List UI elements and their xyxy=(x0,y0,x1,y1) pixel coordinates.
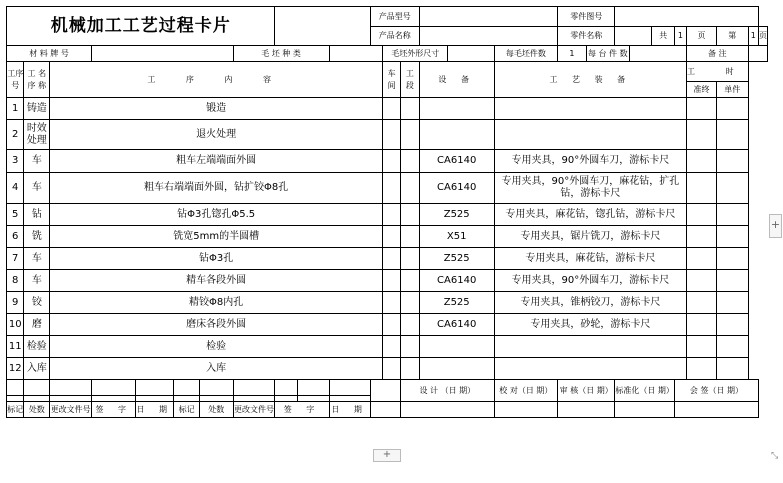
rev-mark: 标记 xyxy=(7,402,24,418)
rev-sign: 签 字 xyxy=(92,402,136,418)
col-section-line2: 段 xyxy=(405,80,414,90)
op-no: 2 xyxy=(7,120,24,150)
table-row xyxy=(7,120,768,150)
op-tooling: 专用夹具，90°外圆车刀，麻花钻，扩孔钻，游标卡尺 xyxy=(494,173,686,204)
op-tooling xyxy=(494,120,686,150)
add-column-button[interactable]: + xyxy=(769,214,782,238)
rev-mark-2: 标记 xyxy=(174,402,200,418)
col-tooling: 工 艺 装 备 xyxy=(494,62,686,98)
pieces-per-blank-label: 每毛坯件数 xyxy=(494,46,557,62)
op-no: 1 xyxy=(7,98,24,120)
part-name-label: 零件名称 xyxy=(558,27,615,46)
product-model-value[interactable] xyxy=(419,7,557,27)
op-no: 6 xyxy=(7,226,24,248)
op-content: 钻Φ3孔 xyxy=(50,248,383,270)
remarks-label: 备 注 xyxy=(687,46,749,62)
op-equipment: CA6140 xyxy=(419,270,494,292)
op-tooling: 专用夹具，砂轮，游标卡尺 xyxy=(494,314,686,336)
op-name: 车 xyxy=(24,248,50,270)
op-equipment: CA6140 xyxy=(419,173,494,204)
col-prep: 准终 xyxy=(687,82,717,98)
op-equipment: X51 xyxy=(419,226,494,248)
op-equipment xyxy=(419,98,494,120)
blank-type-label: 毛 坯 种 类 xyxy=(233,46,329,62)
rev-change-doc: 更改文件号 xyxy=(50,402,92,418)
blank-type-value[interactable] xyxy=(329,46,383,62)
op-content: 钻Φ3孔锪孔Φ5.5 xyxy=(50,204,383,226)
col-workshop-line1: 车 xyxy=(387,68,396,78)
col-hours: 工 时 xyxy=(687,62,749,82)
table-row xyxy=(7,270,768,292)
op-no: 12 xyxy=(7,358,24,380)
op-equipment: Z525 xyxy=(419,204,494,226)
op-tooling xyxy=(494,336,686,358)
table-row xyxy=(7,358,768,380)
col-section xyxy=(401,62,420,98)
op-name: 车 xyxy=(24,150,50,173)
add-row-button[interactable]: + xyxy=(373,449,401,462)
op-equipment: CA6140 xyxy=(419,150,494,173)
rev-sign-2: 签 字 xyxy=(275,402,329,418)
col-op-name xyxy=(24,62,50,98)
table-row xyxy=(7,204,768,226)
col-op-name-line1: 工 名 xyxy=(27,68,47,78)
blank-size-value[interactable] xyxy=(448,46,494,62)
op-content: 精铰Φ8内孔 xyxy=(50,292,383,314)
col-equipment: 设 备 xyxy=(419,62,494,98)
product-name-value[interactable] xyxy=(419,27,557,46)
op-content: 铣宽5mm的半圆槽 xyxy=(50,226,383,248)
signoff-check: 校 对（日 期） xyxy=(494,380,557,402)
op-no: 9 xyxy=(7,292,24,314)
op-tooling: 专用夹具，锥柄铰刀，游标卡尺 xyxy=(494,292,686,314)
pieces-per-blank-value[interactable]: 1 xyxy=(558,46,587,62)
op-no: 4 xyxy=(7,173,24,204)
op-tooling xyxy=(494,98,686,120)
product-name-label: 产品名称 xyxy=(370,27,419,46)
op-equipment: Z525 xyxy=(419,248,494,270)
op-name: 磨 xyxy=(24,314,50,336)
op-equipment xyxy=(419,358,494,380)
op-name: 车 xyxy=(24,173,50,204)
op-content: 入库 xyxy=(50,358,383,380)
op-name: 入库 xyxy=(24,358,50,380)
op-content: 粗车左端端面外圆 xyxy=(50,150,383,173)
col-content: 工 序 内 容 xyxy=(50,62,383,98)
part-drawing-no-value[interactable] xyxy=(615,7,759,27)
op-no: 10 xyxy=(7,314,24,336)
page-label: 第 xyxy=(716,27,748,46)
op-no: 5 xyxy=(7,204,24,226)
material-grade-value[interactable] xyxy=(92,46,233,62)
op-no: 8 xyxy=(7,270,24,292)
col-op-name-line2: 序 称 xyxy=(27,80,47,90)
table-row xyxy=(7,98,768,120)
rev-date-2: 日 期 xyxy=(329,402,370,418)
signoff-review: 审 核（日 期） xyxy=(558,380,615,402)
op-tooling: 专用夹具，麻花钻，游标卡尺 xyxy=(494,248,686,270)
op-content: 检验 xyxy=(50,336,383,358)
op-name: 车 xyxy=(24,270,50,292)
op-name: 铣 xyxy=(24,226,50,248)
col-unit: 单件 xyxy=(716,82,748,98)
signoff-countersign: 会 签（日 期） xyxy=(674,380,758,402)
table-row xyxy=(7,173,768,204)
op-no: 3 xyxy=(7,150,24,173)
rev-count: 处数 xyxy=(24,402,50,418)
op-tooling: 专用夹具，90°外圆车刀，游标卡尺 xyxy=(494,150,686,173)
op-name: 钻 xyxy=(24,204,50,226)
process-card-table xyxy=(6,6,768,418)
op-tooling: 专用夹具，90°外圆车刀，游标卡尺 xyxy=(494,270,686,292)
op-content: 退火处理 xyxy=(50,120,383,150)
table-row xyxy=(7,292,768,314)
col-op-no: 工序号 xyxy=(7,62,24,98)
op-equipment xyxy=(419,120,494,150)
op-tooling xyxy=(494,358,686,380)
op-name: 时效处理 xyxy=(24,120,50,150)
op-name: 铸造 xyxy=(24,98,50,120)
blank-size-label: 毛坯外形尺寸 xyxy=(383,46,448,62)
page-no: 1 xyxy=(748,27,758,46)
col-workshop-line2: 间 xyxy=(387,80,396,90)
op-content: 粗车右端端面外圆，钻扩铰Φ8孔 xyxy=(50,173,383,204)
rev-date: 日 期 xyxy=(136,402,174,418)
table-row xyxy=(7,336,768,358)
rev-count-2: 处数 xyxy=(200,402,233,418)
product-model-label: 产品型号 xyxy=(370,7,419,27)
card-title: 机械加工工艺过程卡片 xyxy=(7,7,275,46)
op-content: 磨床各段外圆 xyxy=(50,314,383,336)
op-tooling: 专用夹具，麻花钻，锪孔钻，游标卡尺 xyxy=(494,204,686,226)
per-unit-value[interactable] xyxy=(629,46,686,62)
header-blank xyxy=(275,7,370,46)
op-equipment: Z525 xyxy=(419,292,494,314)
op-name: 检验 xyxy=(24,336,50,358)
resize-handle-icon[interactable]: ⤡ xyxy=(771,451,779,461)
signoff-standard: 标准化（日 期） xyxy=(615,380,675,402)
rev-change-doc-2: 更改文件号 xyxy=(233,402,275,418)
per-unit-label: 每 台 件 数 xyxy=(586,46,629,62)
op-equipment: CA6140 xyxy=(419,314,494,336)
total-label: 共 xyxy=(652,27,675,46)
op-tooling: 专用夹具，锯片铣刀，游标卡尺 xyxy=(494,226,686,248)
material-grade-label: 材 料 牌 号 xyxy=(7,46,92,62)
op-content: 精车各段外圆 xyxy=(50,270,383,292)
table-row xyxy=(7,314,768,336)
op-no: 7 xyxy=(7,248,24,270)
table-row xyxy=(7,150,768,173)
op-content: 锻造 xyxy=(50,98,383,120)
col-section-line1: 工 xyxy=(405,68,414,78)
table-row xyxy=(7,248,768,270)
remarks-value[interactable] xyxy=(748,46,767,62)
table-row xyxy=(7,226,768,248)
total-pages: 1 xyxy=(674,27,686,46)
col-workshop xyxy=(383,62,401,98)
part-drawing-no-label: 零件图号 xyxy=(558,7,615,27)
op-no: 11 xyxy=(7,336,24,358)
op-name: 铰 xyxy=(24,292,50,314)
page-unit-2: 页 xyxy=(759,27,768,46)
part-name-value[interactable] xyxy=(615,27,652,46)
op-equipment xyxy=(419,336,494,358)
page-unit: 页 xyxy=(687,27,717,46)
signoff-design: 设 计 （日 期） xyxy=(401,380,495,402)
